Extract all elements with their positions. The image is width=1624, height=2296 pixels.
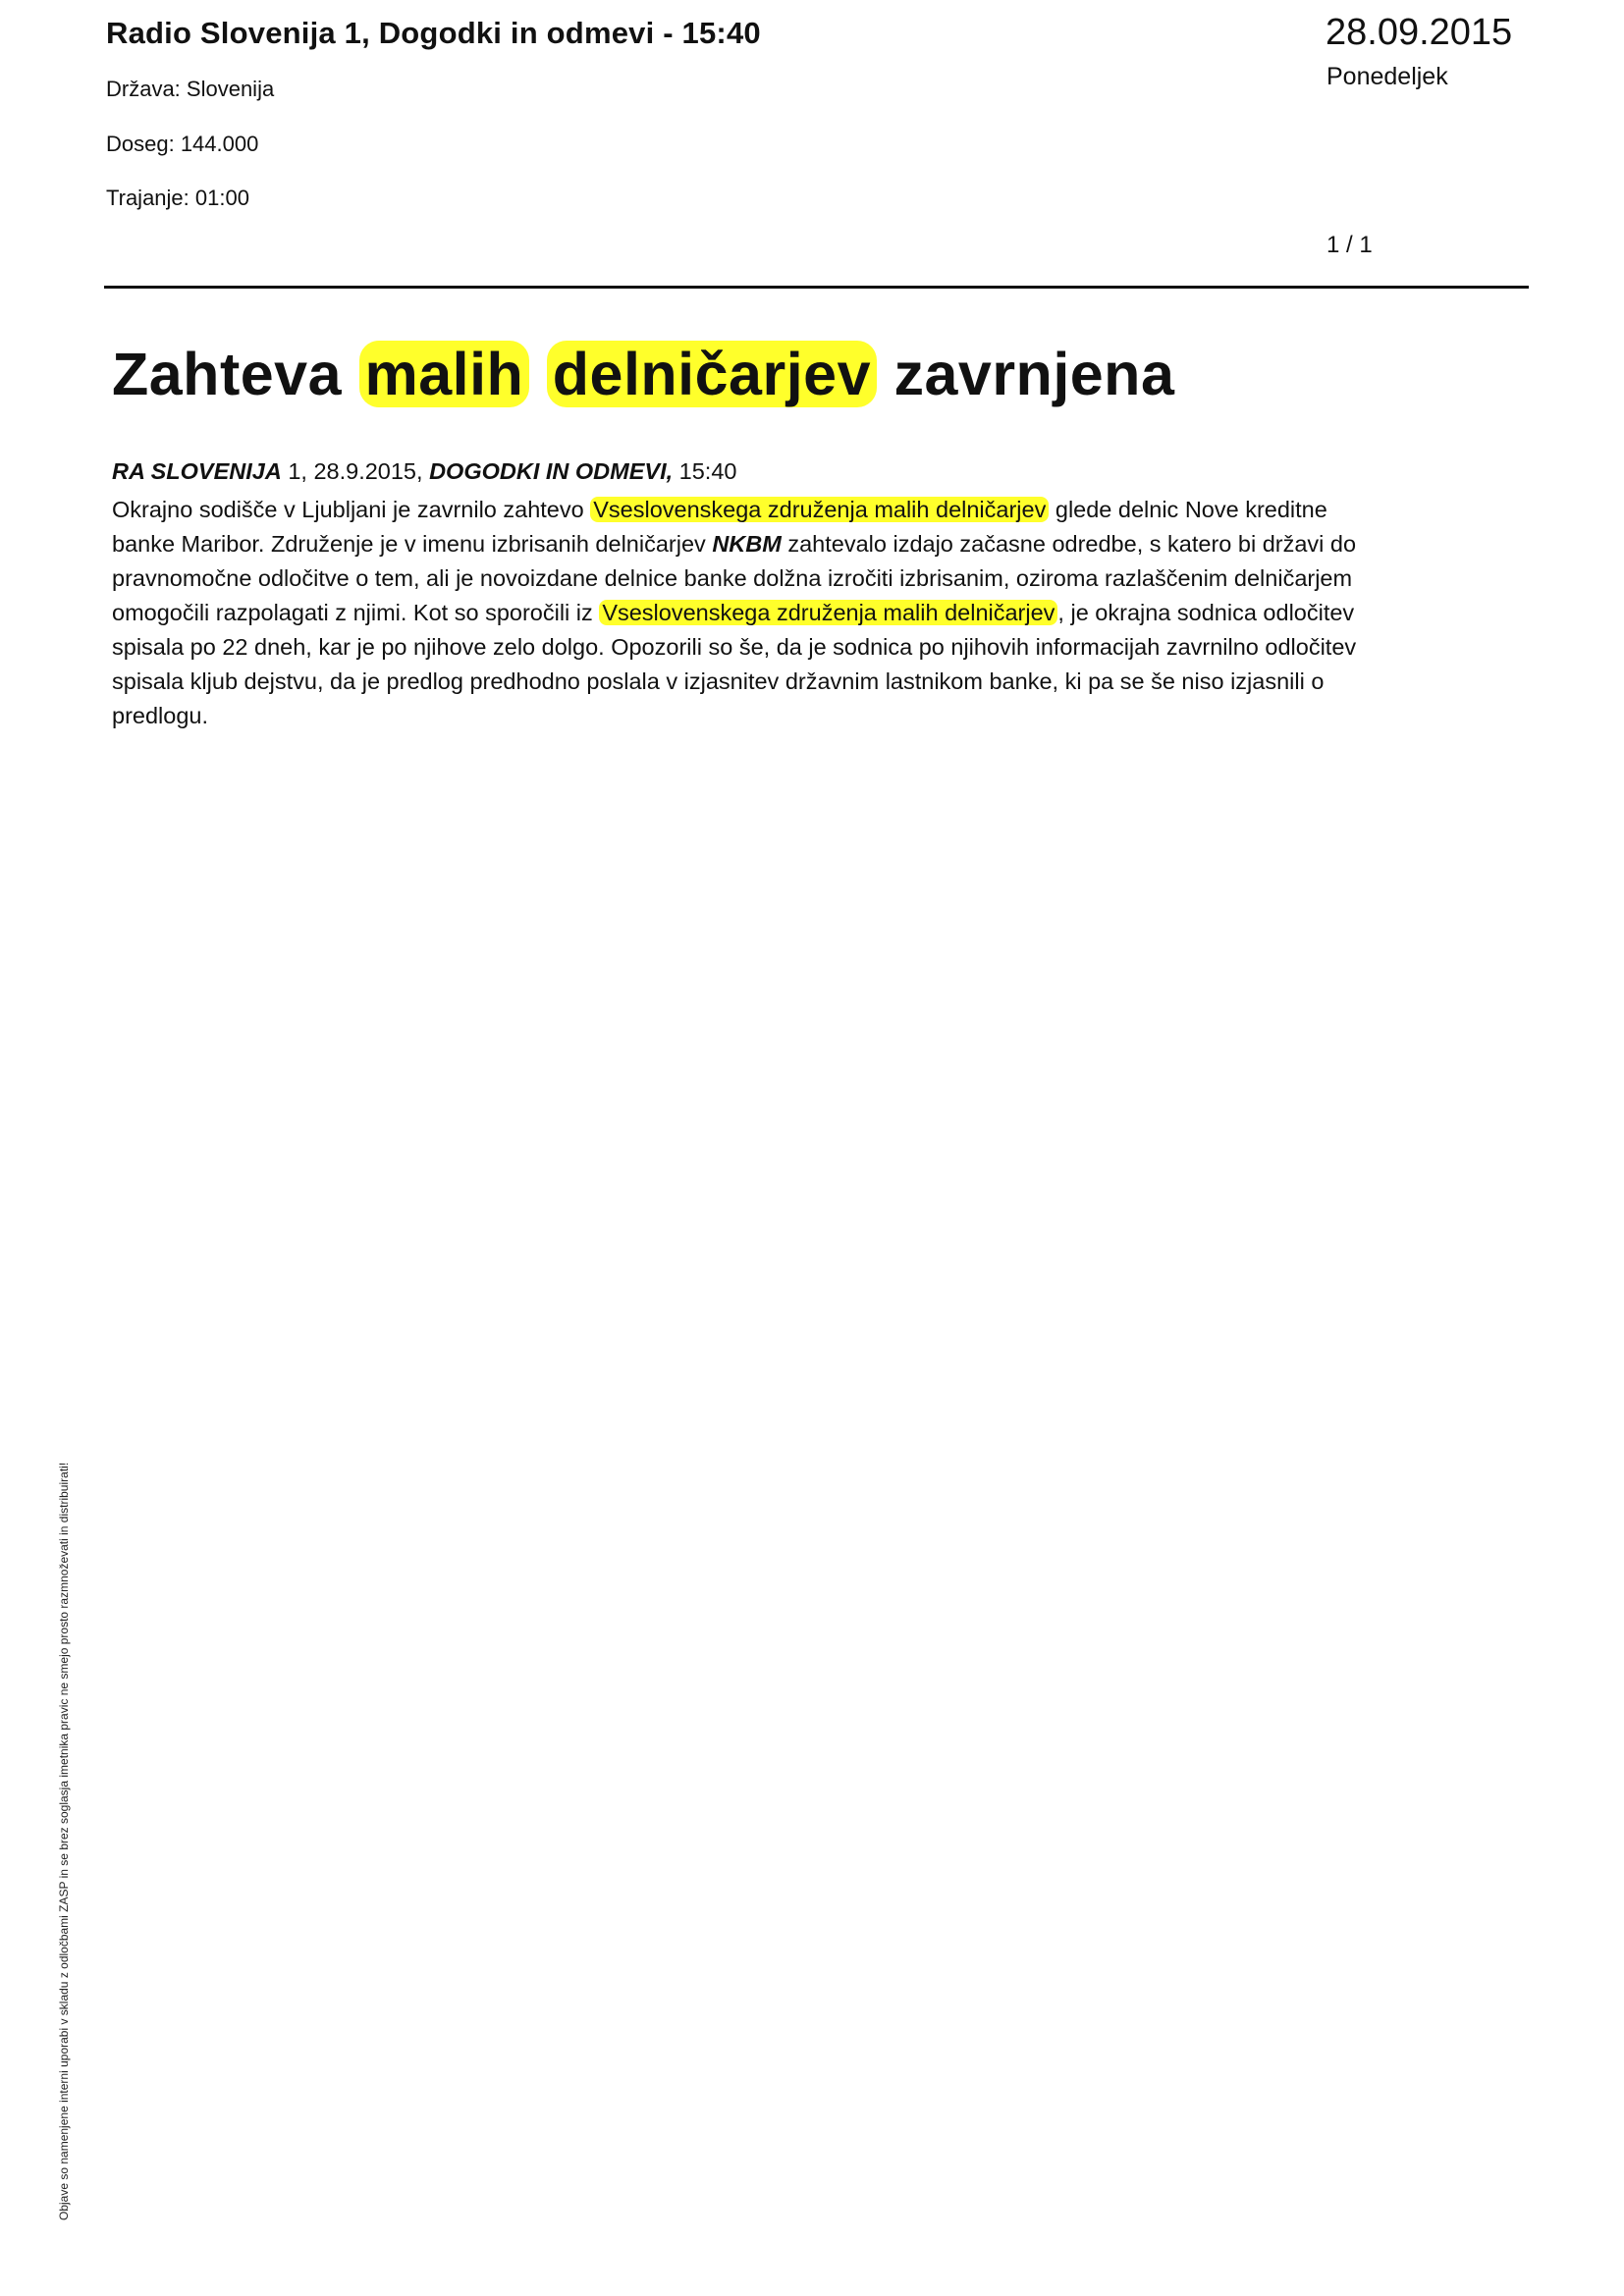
article-title (112, 340, 1174, 408)
title-highlight-delnicarjev: delničarjev (547, 341, 877, 407)
meta-country: Država: Slovenija (106, 77, 275, 101)
meta-reach: Doseg: 144.000 (106, 132, 259, 156)
byline-time: 15:40 (673, 458, 737, 484)
document-header-title: Radio Slovenija 1, Dogodki in odmevi - 15:40 (106, 16, 761, 50)
bank-abbreviation: NKBM (712, 531, 782, 557)
title-text-end: zavrnjena (877, 341, 1175, 407)
body-line-3: pravnomočne odločitve o tem, ali je novoizdane delnice banke dolžna izročiti izbrisanim, oziroma razlaščenim delničarjem (112, 565, 1353, 591)
byline-date: 1, 28.9.2015, (281, 458, 430, 484)
legal-side-note: Objave so namenjene interni uporabi v skladu z odločbami ZASP in se brez soglasja imetnika pravic ne smejo prosto razmnoževati in distribuirati! (57, 1462, 71, 2220)
article-body (112, 493, 1487, 733)
body-text-segment: glede delnic Nove kreditne (1049, 497, 1327, 522)
title-text-start: Zahteva (112, 341, 359, 407)
body-line-5: spisala po 22 dneh, kar je po njihove zelo dolgo. Opozorili so še, da je sodnica po njihovih informacijah zavrnilno odločitev (112, 634, 1357, 660)
meta-duration: Trajanje: 01:00 (106, 186, 249, 210)
highlight-association-name: Vseslovenskega združenja malih delničarjev (590, 497, 1049, 522)
body-line-7: predlogu. (112, 703, 208, 728)
body-text-segment: banke Maribor. Združenje je v imenu izbrisanih delničarjev (112, 531, 713, 557)
body-line-4 (112, 596, 1487, 630)
page-counter: 1 / 1 (1326, 232, 1373, 258)
header-weekday: Ponedeljek (1326, 63, 1448, 90)
header-divider (104, 286, 1529, 289)
body-text-segment: omogočili razpolagati z njimi. Kot so sporočili iz (112, 600, 600, 625)
body-line-6: spisala kljub dejstvu, da je predlog predhodno poslala v izjasnitev državnim lastnikom banke, ki pa se še niso izjasnili o (112, 668, 1325, 694)
highlight-association-name: Vseslovenskega združenja malih delničarjev (599, 600, 1057, 625)
article-byline (112, 458, 736, 485)
byline-source: RA SLOVENIJA (112, 458, 282, 484)
body-line-1 (112, 493, 1487, 527)
title-gap (529, 341, 546, 407)
body-text-segment: Okrajno sodišče v Ljubljani je zavrnilo zahtevo (112, 497, 591, 522)
title-highlight-malih: malih (359, 341, 530, 407)
byline-program: DOGODKI IN ODMEVI, (429, 458, 674, 484)
header-date: 28.09.2015 (1326, 12, 1513, 53)
body-line-2 (112, 527, 1487, 561)
body-text-segment: , je okrajna sodnica odločitev (1057, 600, 1355, 625)
body-text-segment: zahtevalo izdajo začasne odredbe, s katero bi državi do (781, 531, 1357, 557)
